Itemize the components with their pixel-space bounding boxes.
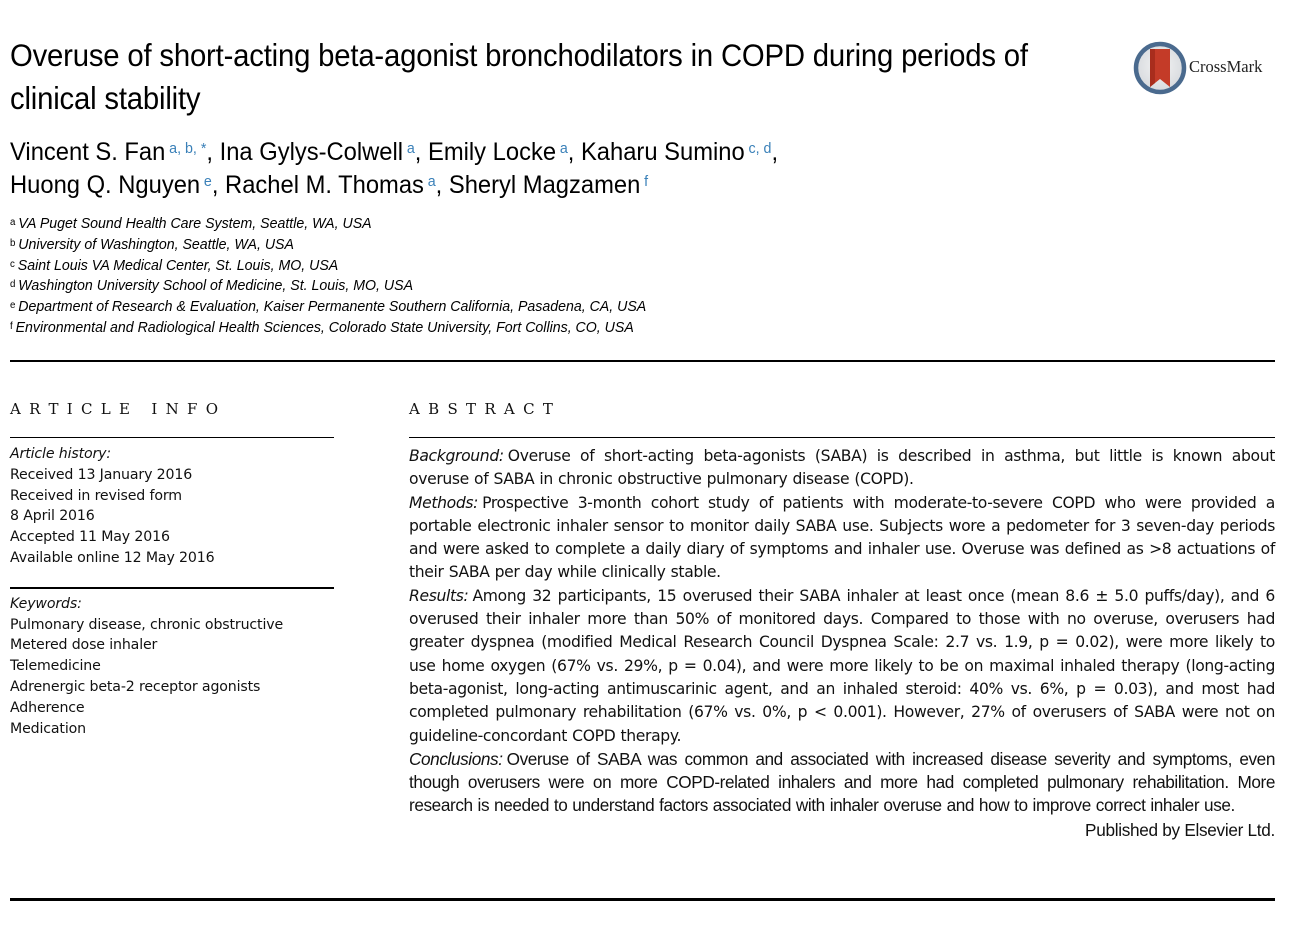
affiliation: $^e$ Department of Research & Evaluation, Kaiser Permanente Southern California, Pasadena, CA, USA: [10, 299, 647, 316]
author-affiliation-marker[interactable]: f: [644, 173, 649, 190]
keyword[interactable]: Telemedicine: [10, 657, 101, 675]
abstract-methods: Methods: Prospective 3-month cohort study of patients with moderate-to-severe COPD who were provided a portable electronic inhaler sensor to monitor daily SABA use. Subjects wore a pedometer for 3 seven-day periods and were asked to complete a daily diary of symptoms and inhaler use. Overuse was defined as >8 actuations of their SABA per day while clinically stable.: [409, 493, 1275, 582]
section-label: Results:: [409, 586, 469, 605]
article-info-divider: [10, 437, 334, 438]
author-affiliation-marker[interactable]: c, d: [748, 140, 772, 157]
affiliation: $^c$ Saint Louis VA Medical Center, St. Louis, MO, USA: [10, 257, 339, 274]
keyword[interactable]: Adherence: [10, 698, 85, 716]
crossmark-label: CrossMark: [1189, 57, 1263, 76]
author-list: Vincent S. Fan $^{a, b, *}$, Ina Gylys-Colwell $^a$, Emily Locke $^a$, Kaharu Sumino $^{c, d}$, Huong Q. Nguyen $^e$, Rachel M. Thomas $^a$, Sheryl Magzamen $^f$: [10, 138, 779, 199]
history-item: Accepted 11 May 2016: [10, 528, 170, 546]
keywords-divider: [10, 587, 334, 589]
article-info-panel: [10, 437, 334, 739]
keyword[interactable]: Metered dose inhaler: [10, 636, 158, 654]
header-divider: [10, 360, 1275, 362]
abstract-body: [409, 445, 1275, 818]
author[interactable]: Kaharu Sumino $^{c, d}$: [580, 138, 772, 166]
article-history-label: Article history:: [10, 445, 112, 462]
keyword[interactable]: Pulmonary disease, chronic obstructive: [10, 615, 284, 633]
author-affiliation-marker[interactable]: a: [427, 173, 436, 190]
article-info-heading: ARTICLE INFO: [10, 400, 227, 418]
author-affiliation-marker[interactable]: e: [203, 173, 212, 190]
affiliation: $^b$ University of Washington, Seattle, WA, USA: [10, 236, 294, 253]
abstract-conclusions: Conclusions: Overuse of SABA was common and associated with increased disease severity and symptoms, even though overusers were on more COPD-related inhalers and more had completed pulmonary rehabilitation. More research is needed to understand factors associated with inhaler overuse and how to improve correct inhaler use.: [409, 748, 1275, 816]
author[interactable]: Rachel M. Thomas $^a$: [225, 171, 436, 199]
history-item: Received in revised form: [10, 486, 182, 504]
history-item: 8 April 2016: [10, 507, 95, 525]
crossmark-badge[interactable]: [1133, 40, 1283, 96]
affiliation: $^f$ Environmental and Radiological Health Sciences, Colorado State University, Fort Collins, CO, USA: [10, 319, 634, 336]
affiliation: $^a$ VA Puget Sound Health Care System, Seattle, WA, USA: [10, 216, 372, 232]
author[interactable]: Vincent S. Fan $^{a, b, *}$: [10, 138, 207, 166]
crossmark-ribbon-icon: [1133, 41, 1187, 95]
abstract-heading: ABSTRACT: [409, 400, 562, 418]
affiliation: $^d$ Washington University School of Medicine, St. Louis, MO, USA: [10, 278, 414, 295]
abstract-panel: [409, 437, 1275, 842]
history-item: Received 13 January 2016: [10, 465, 193, 483]
abstract-divider: [409, 437, 1275, 438]
article-title: Overuse of short-acting beta-agonist bronchodilators in COPD during periods of clinical stability: [10, 37, 1028, 116]
author[interactable]: Emily Locke $^a$: [428, 138, 568, 166]
keyword[interactable]: Adrenergic beta-2 receptor agonists: [10, 677, 261, 695]
author-affiliation-marker[interactable]: a: [406, 140, 415, 157]
section-label: Conclusions:: [409, 748, 503, 769]
keywords: [10, 594, 324, 740]
article-history: [10, 444, 324, 569]
history-item: Available online 12 May 2016: [10, 548, 215, 566]
keyword[interactable]: Medication: [10, 719, 86, 737]
author[interactable]: Ina Gylys-Colwell $^a$: [219, 138, 415, 166]
author-affiliation-marker[interactable]: a: [559, 140, 568, 157]
abstract-background: Background: Overuse of short-acting beta-agonists (SABA) is described in asthma, but little is known about overuse of SABA in chronic obstructive pulmonary disease (COPD).: [409, 447, 1275, 489]
footer-divider: [10, 898, 1275, 901]
section-label: Background:: [409, 447, 504, 465]
author-affiliation-marker[interactable]: a, b, *: [169, 140, 207, 157]
affiliation-list: [10, 214, 883, 339]
section-label: Methods:: [409, 493, 479, 512]
keywords-label: Keywords:: [10, 594, 82, 612]
abstract-results: Results: Among 32 participants, 15 overused their SABA inhaler at least once (mean 8.6 ± 5.0 puffs/day), and 6 overused their inhaler more than 50% of monitored days. Compared to those with no overuse, overusers had greater dyspnea (modified Medical Research Council Dyspnea Scale: 2.7 vs. 1.9, p = 0.02), were more likely to use home oxygen (67% vs. 29%, p = 0.04), and were more likely to be on maximal inhaled therapy (long-acting beta-agonist, long-acting antimuscarinic agent, and an inhaled steroid: 40% vs. 6%, p = 0.03), and most had completed pulmonary rehabilitation (67% vs. 0%, p < 0.001). However, 27% of overusers of SABA were not on guideline-concordant COPD therapy.: [409, 586, 1275, 745]
author[interactable]: Huong Q. Nguyen $^e$: [10, 171, 212, 199]
publisher-note: Published by Elsevier Ltd.: [1085, 819, 1275, 840]
author[interactable]: Sheryl Magzamen $^f$: [448, 171, 649, 199]
